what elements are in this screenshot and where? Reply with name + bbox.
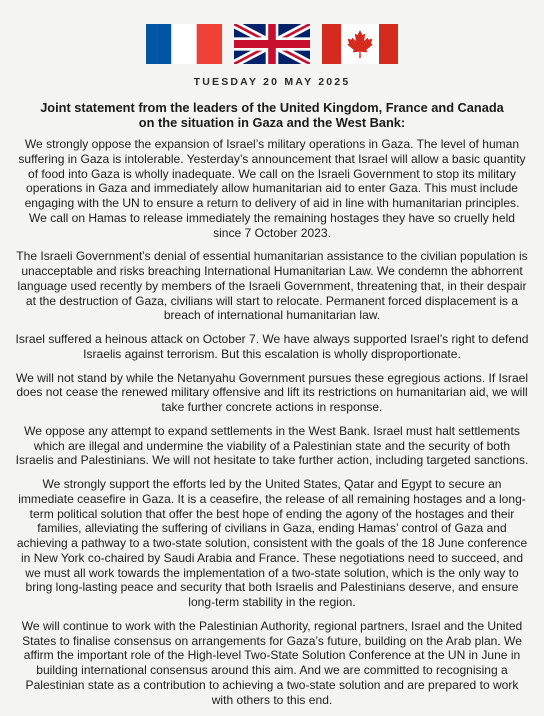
paragraph: We will continue to work with the Palestinian Authority, regional partners, Israel and the United States to finalise consensus on arrangements for Gaza’s future, building on the Arab plan. We affirm the important role of the High-level Two-State Solution Conference at the UN in June in building international consensus around this aim. And we are committed to recognising a Palestinian state as a contribution to achieving a two-state solution and are prepared to work with others to this end. — [21, 618, 523, 707]
paragraph: We strongly support the efforts led by the United States, Qatar and Egypt to secure an immediate ceasefire in Gaza. It is a ceasefire, the release of all remaining hostages and a long-term political solution that offer the best hope of ending the agony of the hostages and their families, alleviating the suffering of civilians in Gaza, ending Hamas’ control of Gaza and achieving a pathway to a two-state solution, consistent with the goals of the 18 June conference in New York co-chaired by Saudi Arabia and France. These negotiations need to succeed, and we must all work towards the implementation of a two-state solution, which is the only way to bring long-lasting peace and security that both Israelis and Palestinians deserve, and ensure long-term stability in the region. — [16, 477, 528, 609]
france-flag-icon — [146, 24, 222, 64]
statement-body — [14, 137, 530, 716]
statement-date: TUESDAY 20 MAY 2025 — [193, 76, 351, 88]
paragraph: The Israeli Government’s denial of essential humanitarian assistance to the civilian population is unacceptable and risks breaching International Humanitarian Law. We condemn the abhorrent language used recently by members of the Israeli Government, threatening that, in their despair at the destruction of Gaza, civilians will start to relocate. Permanent forced displacement is a breach of international humanitarian law. — [16, 249, 528, 323]
paragraph: We oppose any attempt to expand settlements in the West Bank. Israel must halt settlements which are illegal and undermine the viability of a Palestinian state and the security of both Israelis and Palestinians. We will not hesitate to take further action, including targeted sanctions. — [15, 423, 529, 468]
statement-title: Joint statement from the leaders of the United Kingdom, France and Canada on the situation in Gaza and the West Bank: — [40, 100, 504, 130]
canada-flag-icon — [322, 24, 398, 64]
paragraph: We will not stand by while the Netanyahu Government pursues these egregious actions. If Israel does not cease the renewed military offensive and lift its restrictions on humanitarian aid, we will take further concrete actions in response. — [15, 370, 529, 414]
united-kingdom-flag-icon — [234, 24, 310, 64]
flags-row — [0, 24, 544, 64]
paragraph: We strongly oppose the expansion of Israel’s military operations in Gaza. The level of human suffering in Gaza is intolerable. Yesterday’s announcement that Israel will allow a basic quantity of food into Gaza is wholly inadequate. We call on the Israeli Government to stop its military operations in Gaza and immediately allow humanitarian aid to enter Gaza. This must include engaging with the UN to ensure a return to delivery of aid in line with humanitarian principles. We call on Hamas to release immediately the remaining hostages they have so cruelly held since 7 October 2023. — [18, 137, 526, 240]
paragraph: Israel suffered a heinous attack on October 7. We have always supported Israel’s right to defend Israelis against terrorism. But this escalation is wholly disproportionate. — [15, 332, 529, 361]
